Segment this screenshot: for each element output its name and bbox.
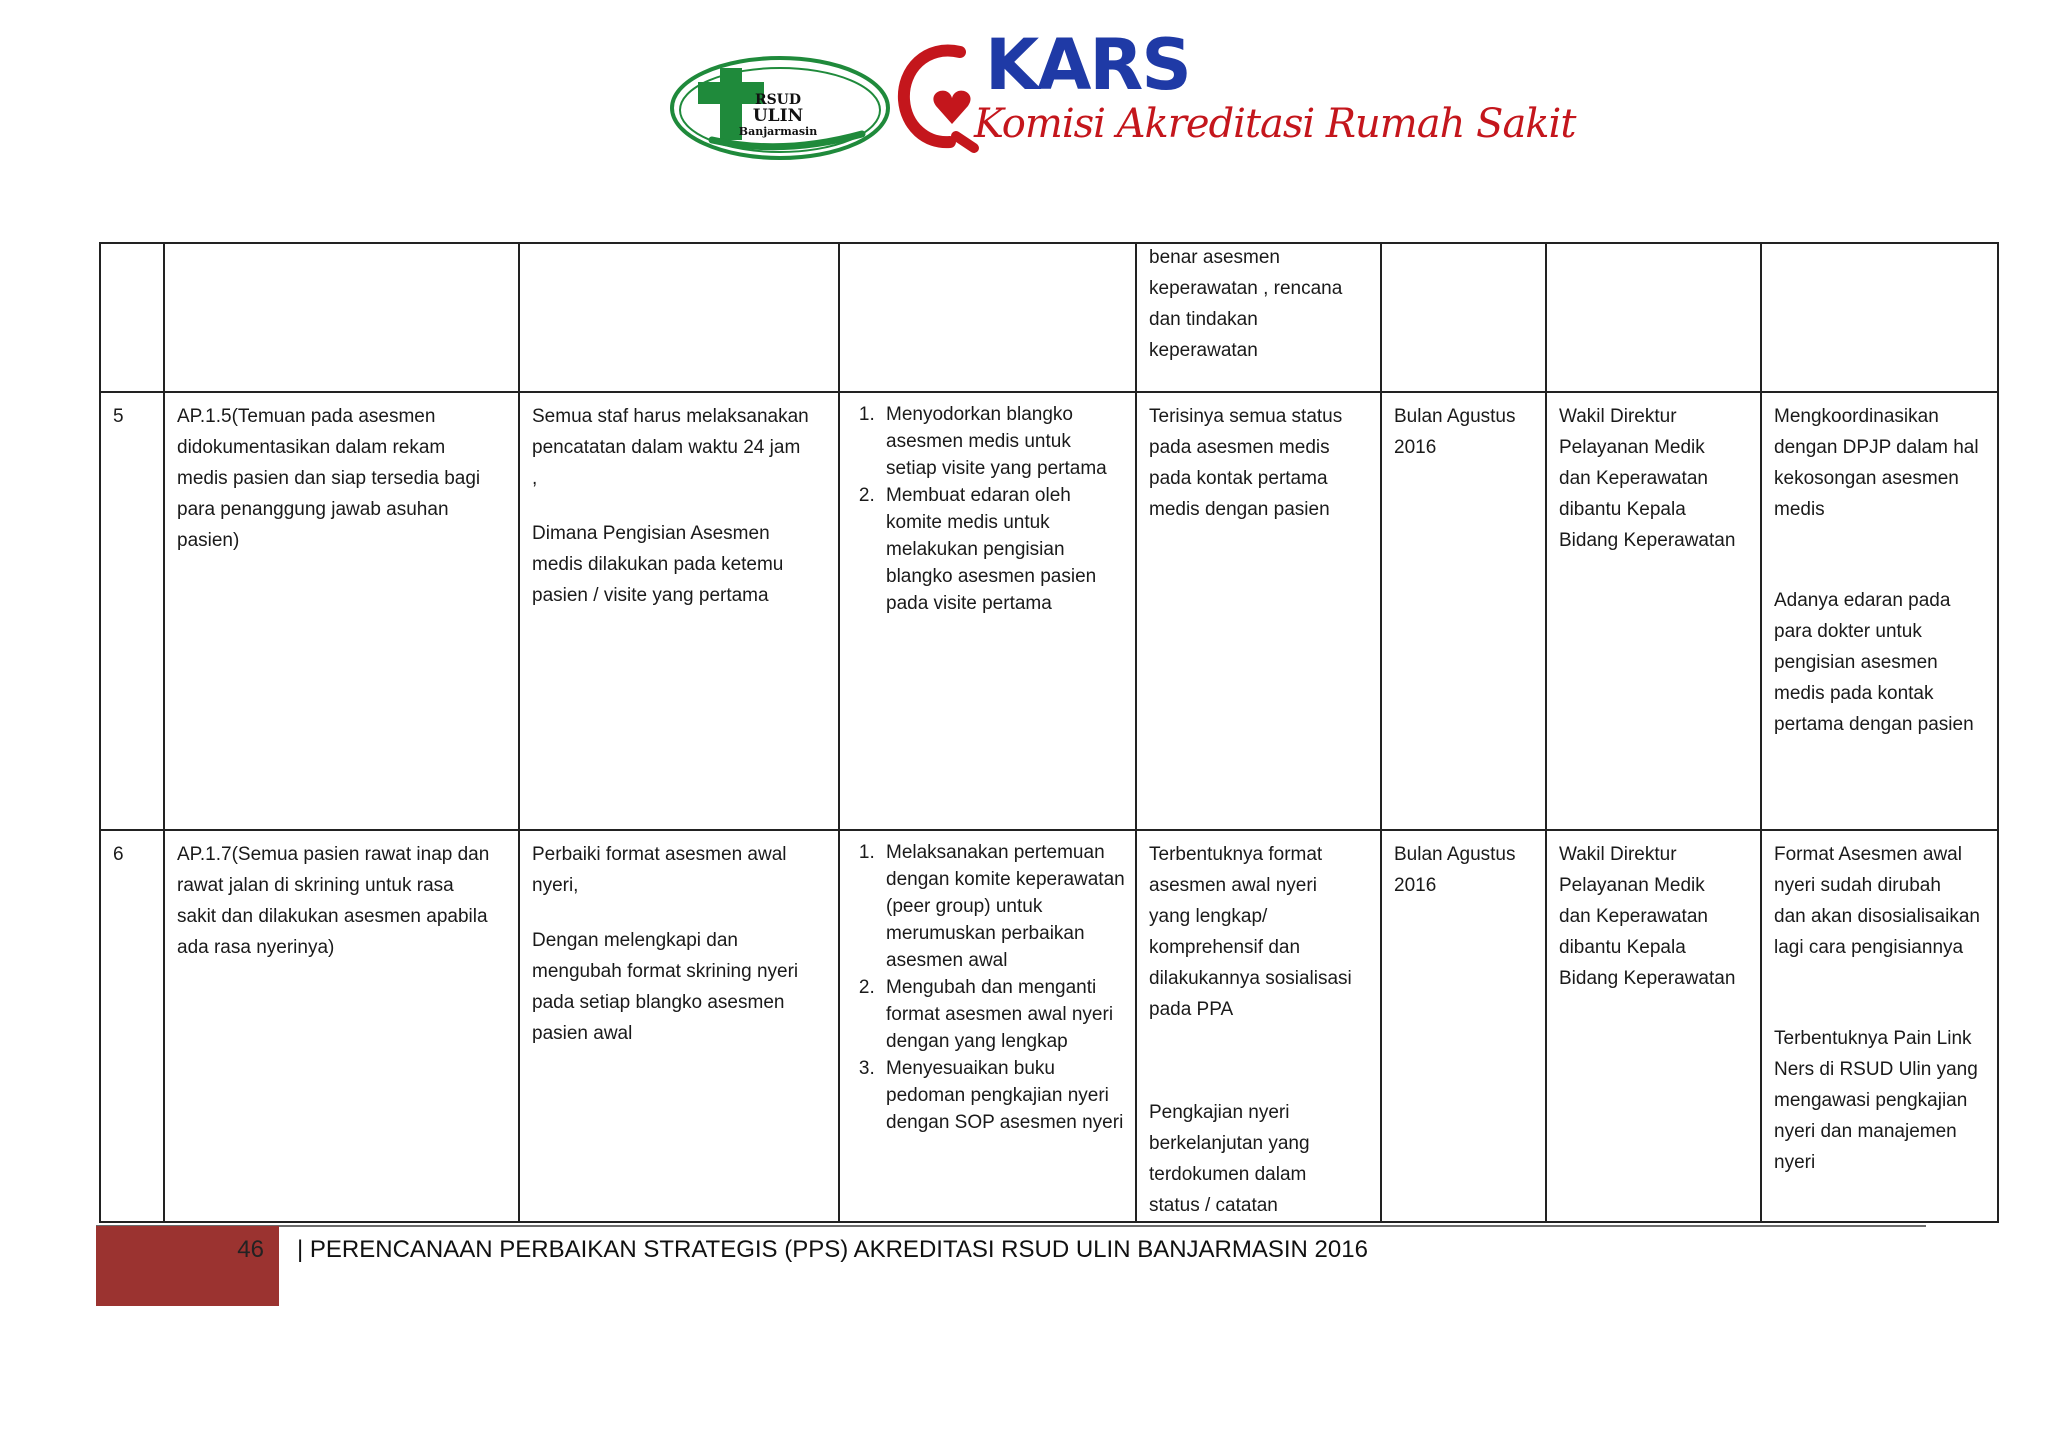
table-row [100, 392, 1998, 830]
cell-notes [1761, 243, 1998, 392]
cell-steps [839, 830, 1136, 1222]
rsud-logo-line-3: Banjarmasin [738, 125, 818, 138]
kars-logo-icon [896, 40, 984, 156]
footer-title: | PERENCANAAN PERBAIKAN STRATEGIS (PPS) AKREDITASI RSUD ULIN BANJARMASIN 2016 [297, 1236, 1368, 1263]
table-row [100, 243, 1998, 392]
list-item: 1. Melaksanakan pertemuan dengan komite keperawatan (peer group) untuk merumuskan perbaikan asesmen awal [880, 839, 1125, 974]
cell-time [1381, 243, 1546, 392]
kars-subtitle: Komisi Akreditasi Rumah Sakit [974, 101, 1576, 147]
cell-no: 5 [100, 392, 164, 830]
pps-table [99, 242, 1999, 1223]
list-item: 1. Menyodorkan blangko asesmen medis untuk setiap visite yang pertama [880, 401, 1125, 482]
cell-steps [839, 392, 1136, 830]
list-item: 3. Menyesuaikan buku pedoman pengkajian nyeri dengan SOP asesmen nyeri [880, 1055, 1125, 1136]
kars-wordmark: KARS [985, 24, 1190, 106]
steps-list [852, 839, 1125, 1136]
steps-list [852, 401, 1125, 617]
cell-standard: AP.1.5(Temuan pada asesmen didokumentasikan dalam rekam medis pasien dan siap tersedia bagi para penanggung jawab asuhan pasien) [164, 392, 519, 830]
cell-indicator: Terbentuknya format asesmen awal nyeri yang lengkap/ komprehensif dan dilakukannya sosialisasi pada PPA Pengkajian nyeri berkelanjutan yang terdokumen dalam status / catatan [1136, 830, 1381, 1222]
cell-recommendation: Perbaiki format asesmen awal nyeri, Dengan melengkapi dan mengubah format skrining nyeri pada setiap blangko asesmen pasien awal [519, 830, 839, 1222]
cell-standard: AP.1.7(Semua pasien rawat inap dan rawat jalan di skrining untuk rasa sakit dan dilakukan asesmen apabila ada rasa nyerinya) [164, 830, 519, 1222]
cell-recommendation: Semua staf harus melaksanakan pencatatan dalam waktu 24 jam , Dimana Pengisian Asesmen medis dilakukan pada ketemu pasien / visite yang pertama [519, 392, 839, 830]
rsud-logo-line-2: ULIN [752, 106, 804, 126]
cell-pic: Wakil Direktur Pelayanan Medik dan Keperawatan dibantu Kepala Bidang Keperawatan [1546, 392, 1761, 830]
cell-standard [164, 243, 519, 392]
cell-steps [839, 243, 1136, 392]
cell-recommendation [519, 243, 839, 392]
cell-time: Bulan Agustus 2016 [1381, 392, 1546, 830]
table-row [100, 830, 1998, 1222]
list-item: 2. Membuat edaran oleh komite medis untuk melakukan pengisian blangko asesmen pasien pada visite pertama [880, 482, 1125, 617]
cell-notes: Format Asesmen awal nyeri sudah dirubah dan akan disosialisaikan lagi cara pengisiannya Terbentuknya Pain Link Ners di RSUD Ulin yang mengawasi pengkajian nyeri dan manajemen nyeri [1761, 830, 1998, 1222]
cell-indicator: Terisinya semua status pada asesmen medis pada kontak pertama medis dengan pasien [1136, 392, 1381, 830]
rsud-logo-line-1: RSUD [754, 92, 802, 108]
footer-divider [96, 1225, 1926, 1227]
list-item: 2. Mengubah dan menganti format asesmen awal nyeri dengan yang lengkap [880, 974, 1125, 1055]
cell-pic: Wakil Direktur Pelayanan Medik dan Keperawatan dibantu Kepala Bidang Keperawatan [1546, 830, 1761, 1222]
cell-pic [1546, 243, 1761, 392]
cell-time: Bulan Agustus 2016 [1381, 830, 1546, 1222]
page-number: 46 [237, 1236, 264, 1263]
cell-notes: Mengkoordinasikan dengan DPJP dalam hal kekosongan asesmen medis Adanya edaran pada para dokter untuk pengisian asesmen medis pada kontak pertama dengan pasien [1761, 392, 1998, 830]
cell-no [100, 243, 164, 392]
rsud-ulin-logo [668, 52, 892, 164]
cell-no: 6 [100, 830, 164, 1222]
cell-indicator: benar asesmen keperawatan , rencana dan tindakan keperawatan [1136, 243, 1381, 392]
